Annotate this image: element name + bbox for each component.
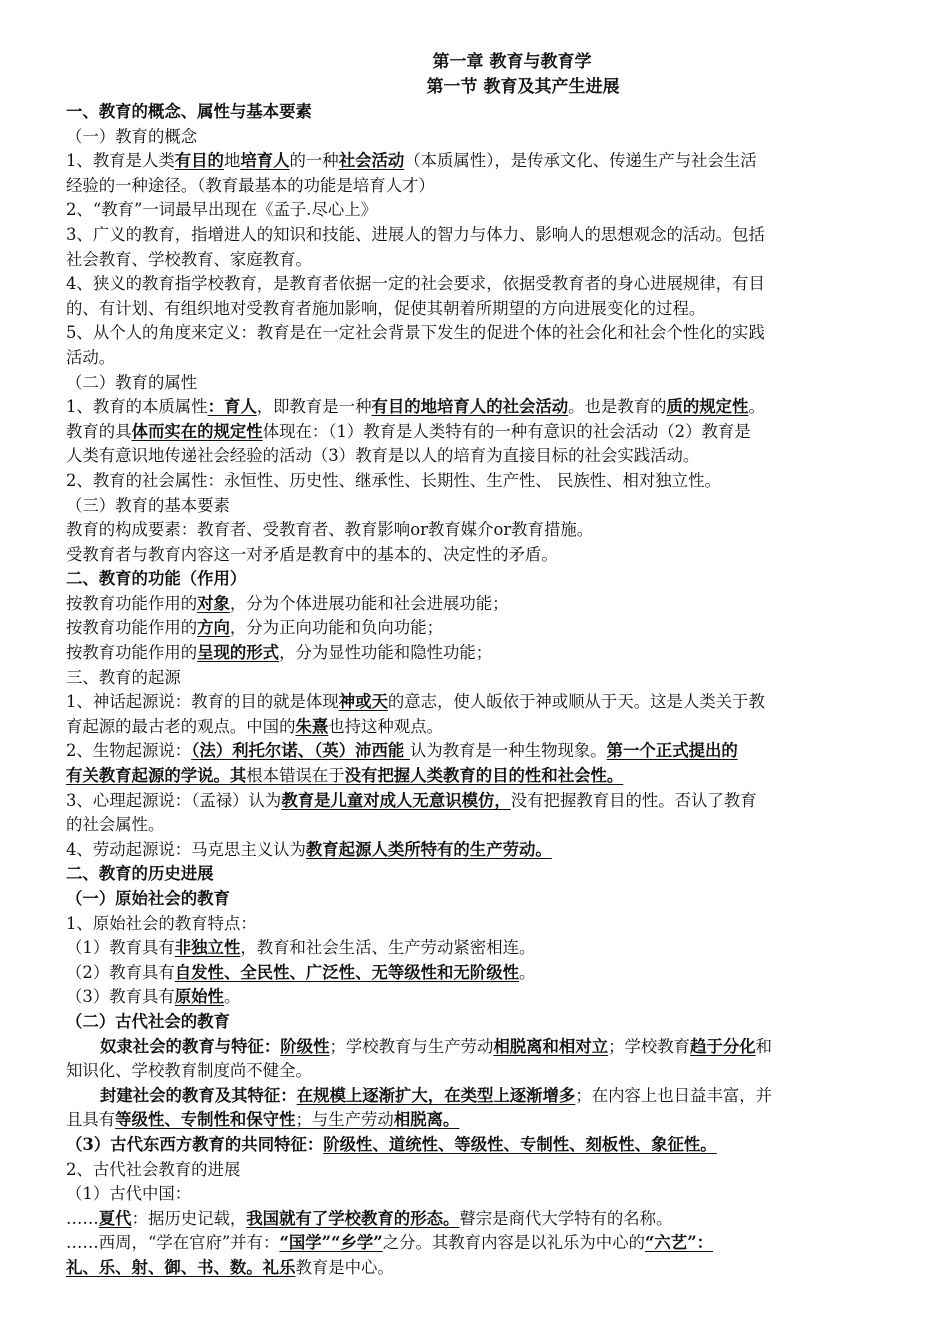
subheading-attributes: （二）教育的属性: [66, 372, 198, 392]
paragraph-line: 4、狭义的教育指学校教育，是教育者依据一定的社会要求，依据受教育者的身心进展规律，有目: [66, 274, 765, 294]
paragraph-line: 经验的一种途径。（教育最基本的功能是培育人才）: [66, 175, 435, 195]
paragraph-line: 1、原始社会的教育特点：: [66, 913, 257, 933]
paragraph-line: 封建社会的教育及其特征：在规模上逐渐扩大，在类型上逐渐增多；在内容上也日益丰富，并: [100, 1085, 773, 1105]
paragraph-line: 3、广义的教育，指增进人的知识和技能、进展人的智力与体力、影响人的思想观念的活动。包括: [66, 224, 765, 244]
paragraph-line: （1）教育具有非独立性，教育和社会生活、生产劳动紧密相连。: [66, 938, 536, 958]
paragraph-line: 育起源的最古老的观点。中国的朱熹也持这种观点。: [66, 716, 443, 736]
paragraph-line: 的社会属性。: [66, 815, 165, 835]
paragraph-line: （3）古代东西方教育的共同特征：阶级性、道统性、等级性、专制性、刻板性、象征性。: [66, 1134, 717, 1154]
heading-1: 一、教育的概念、属性与基本要素: [66, 102, 312, 121]
paragraph-line: 礼、乐、射、御、书、数。礼乐教育是中心。: [66, 1257, 394, 1277]
paragraph-line: 知识化、学校教育制度尚不健全。: [66, 1061, 312, 1081]
paragraph-line: 且具有等级性、专制性和保守性；与生产劳动相脱离。: [66, 1110, 460, 1130]
paragraph-line: 2、“教育”一词最早出现在《孟子.尽心上》: [66, 200, 378, 220]
heading-2: 二、教育的功能（作用）: [66, 569, 247, 589]
subheading-concept: （一）教育的概念: [66, 126, 198, 146]
paragraph-line: 1、神话起源说：教育的目的就是体现神或天的意志，使人皈依于神或顺从于天。这是人类关于教: [66, 692, 765, 712]
paragraph-line: 教育的具体而实在的规定性体现在：（1）教育是人类特有的一种有意识的社会活动（2）教育是: [66, 421, 751, 441]
paragraph-line: 的、有计划、有组织地对受教育者施加影响，促使其朝着所期望的方向进展变化的过程。: [66, 298, 706, 318]
paragraph-line: （2）教育具有自发性、全民性、广泛性、无等级性和无阶级性。: [66, 962, 536, 982]
paragraph-line: 奴隶社会的教育与特征：阶级性；学校教育与生产劳动相脱离和相对立；学校教育趋于分化和: [100, 1036, 773, 1056]
paragraph-line: 按教育功能作用的方向，分为正向功能和负向功能；: [66, 618, 443, 638]
paragraph-line: 有关教育起源的学说。其根本错误在于没有把握人类教育的目的性和社会性。: [66, 766, 624, 786]
paragraph-line: （3）教育具有原始性。: [66, 987, 241, 1007]
chapter-title: 第一章 教育与教育学: [432, 52, 592, 72]
subheading-ancient: （二）古代社会的教育: [66, 1011, 230, 1031]
paragraph-line: 按教育功能作用的对象，分为个体进展功能和社会进展功能；: [66, 593, 509, 613]
paragraph-line: 受教育者与教育内容这一对矛盾是教育中的基本的、决定性的矛盾。: [66, 544, 558, 564]
paragraph-line: 2、教育的社会属性：永恒性、历史性、继承性、长期性、生产性、 民族性、相对独立性。: [66, 470, 721, 490]
section-title: 第一节 教育及其产生进展: [426, 77, 620, 97]
paragraph-line: 人类有意识地传递社会经验的活动（3）教育是以人的培育为直接目标的社会实践活动。: [66, 446, 700, 466]
paragraph-line: ……西周，“学在官府”并有：“国学”“乡学”之分。其教育内容是以礼乐为中心的“六艺”：: [66, 1233, 714, 1253]
paragraph-line: （1）古代中国：: [66, 1184, 192, 1204]
paragraph-line: 活动。: [66, 347, 116, 367]
paragraph-line: 2、生物起源说：（法）利托尔诺、（英）沛西能 认为教育是一种生物现象。第一个正式提出的: [66, 741, 738, 761]
paragraph-line: 3、心理起源说：（孟禄）认为教育是儿童对成人无意识模仿，没有把握教育目的性。否认了教育: [66, 790, 757, 810]
subheading-elements: （三）教育的基本要素: [66, 495, 230, 515]
paragraph-line: 4、劳动起源说：马克思主义认为教育起源人类所特有的生产劳动。: [66, 839, 552, 859]
paragraph-line: 教育的构成要素：教育者、受教育者、教育影响or教育媒介or教育措施。: [66, 520, 594, 540]
heading-4: 二、教育的历史进展: [66, 864, 214, 884]
paragraph-line: 1、教育是人类有目的地培育人的一种社会活动（本质属性），是传承文化、传递生产与社会生活: [66, 151, 757, 171]
paragraph-line: 1、教育的本质属性：育人，即教育是一种有目的地培育人的社会活动。也是教育的质的规定性。: [66, 397, 765, 417]
subheading-primitive: （一）原始社会的教育: [66, 889, 230, 908]
paragraph-line: 2、古代社会教育的进展: [66, 1159, 241, 1179]
paragraph-line: 按教育功能作用的呈现的形式，分为显性功能和隐性功能；: [66, 643, 493, 663]
heading-3: 三、教育的起源: [66, 667, 181, 687]
paragraph-line: ……夏代：据历史记载，我国就有了学校教育的形态。瞽宗是商代大学特有的名称。: [66, 1208, 673, 1228]
paragraph-line: 社会教育、学校教育、家庭教育。: [66, 249, 312, 269]
paragraph-line: 5、从个人的角度来定义：教育是在一定社会背景下发生的促进个体的社会化和社会个性化的实践: [66, 323, 765, 343]
